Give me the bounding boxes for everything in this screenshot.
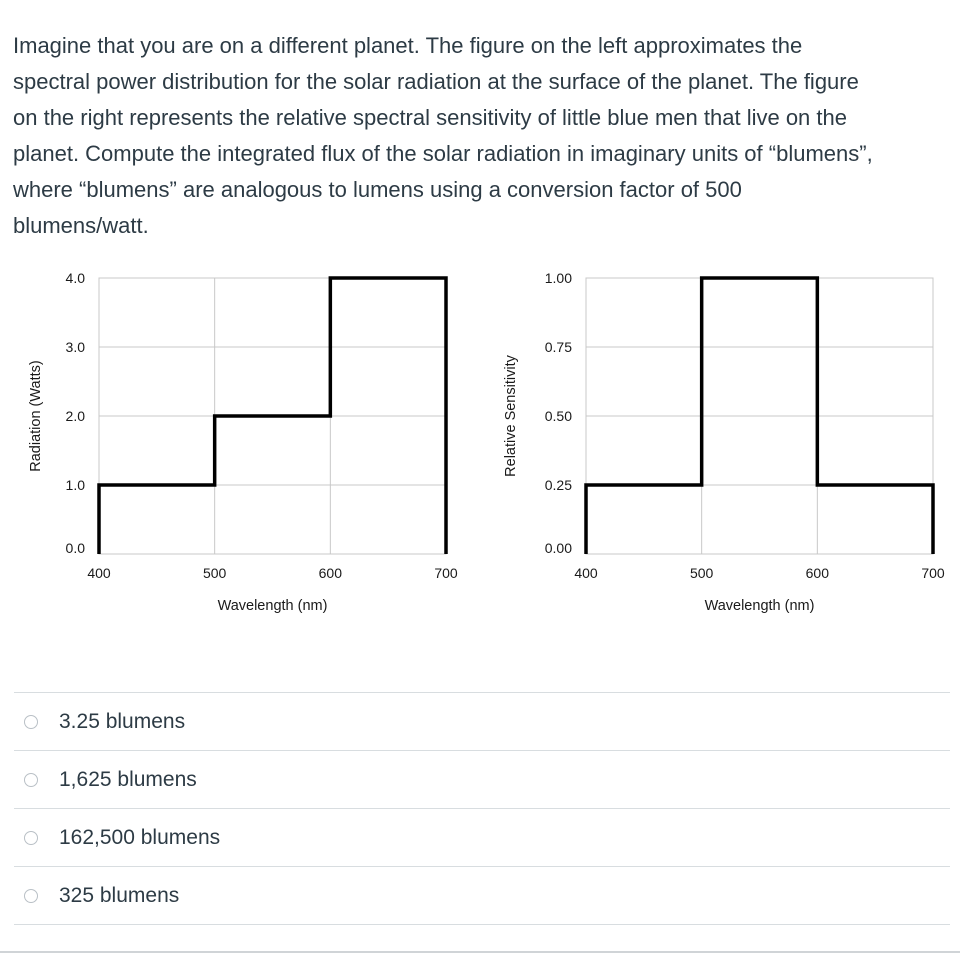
y-tick-label: 0.75 [544,339,572,355]
answer-label: 3.25 blumens [59,709,186,733]
y-tick-label: 1.00 [544,270,572,286]
y-tick-label: 1.0 [65,477,85,493]
x-tick-label: 400 [574,565,598,581]
radio-button[interactable] [24,831,38,845]
y-tick-label: 3.0 [65,339,85,355]
answer-label: 325 blumens [59,883,180,907]
x-tick-label: 500 [689,565,714,581]
x-axis-title: Wavelength (nm) [704,598,815,614]
y-tick-label: 2.0 [65,408,85,424]
sensitivity-chart [490,262,960,622]
x-axis-title: Wavelength (nm) [217,598,328,614]
radio-button[interactable] [24,773,38,787]
question-line: Imagine that you are on a different planet. The figure on the left approximates the [13,33,803,58]
x-tick-label: 700 [921,565,945,581]
answer-option-3[interactable] [14,809,950,867]
y-tick-label: 4.0 [65,270,85,286]
bottom-divider [0,951,960,953]
x-tick-label: 700 [434,565,458,581]
answer-option-2[interactable] [14,751,950,809]
question-line: spectral power distribution for the solar radiation at the surface of the planet. The figure [13,69,859,94]
y-axis-title: Relative Sensitivity [503,355,519,477]
question-line: planet. Compute the integrated flux of the solar radiation in imaginary units of “blumens”, [13,141,873,166]
y-tick-label: 0.00 [544,540,572,556]
answer-option-1[interactable] [14,693,950,751]
radiation-chart [0,262,470,622]
radio-button[interactable] [24,715,38,729]
question-line: on the right represents the relative spectral sensitivity of little blue men that live on the [13,105,847,130]
y-axis-title: Radiation (Watts) [28,360,44,472]
radio-button[interactable] [24,889,38,903]
question-line: blumens/watt. [13,213,149,238]
answer-label: 1,625 blumens [59,767,197,791]
answer-label: 162,500 blumens [59,825,221,849]
x-tick-label: 600 [318,565,343,581]
question-line: where “blumens” are analogous to lumens using a conversion factor of 500 [13,177,742,202]
x-tick-label: 500 [202,565,227,581]
y-tick-label: 0.25 [544,477,572,493]
sensitivity-chart-svg [490,262,960,622]
radiation-chart-svg [0,262,470,622]
y-tick-label: 0.0 [65,540,85,556]
y-tick-label: 0.50 [544,408,572,424]
question-text [13,28,948,244]
answer-option-4[interactable] [14,867,950,925]
x-tick-label: 600 [805,565,830,581]
answer-options [14,692,950,925]
x-tick-label: 400 [87,565,111,581]
